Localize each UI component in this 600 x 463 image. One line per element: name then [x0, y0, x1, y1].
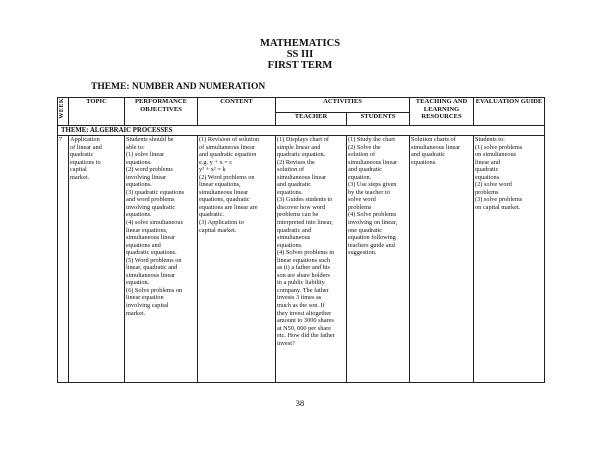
cell-line: problems: [348, 203, 372, 211]
cell-line: equations.: [126, 211, 152, 219]
cell-line: etc. How did the father: [277, 332, 335, 340]
cell-line: and quadratic equation: [199, 151, 257, 159]
activities-header: ACTIVITIES: [276, 98, 410, 113]
section-heading: THEME: ALGEBRAIC PROCESSES: [58, 126, 545, 136]
cell-line: solution of: [348, 151, 376, 159]
content-header: CONTENT: [198, 98, 276, 126]
cell-line: simultaneous linear: [348, 158, 398, 166]
theme-heading: THEME: NUMBER AND NUMERATION: [91, 82, 266, 92]
cell-line: linear equation: [126, 294, 164, 302]
cell-line: involving on linear,: [348, 219, 398, 227]
cell-line: interpreted into linear,: [277, 219, 333, 227]
cell-line: equations.: [126, 181, 152, 189]
cell-line: equations and: [126, 241, 161, 249]
page-number: 38: [295, 398, 305, 408]
student-activities-cell: [347, 136, 410, 383]
cell-line: suggestion.: [348, 249, 377, 257]
cell-line: capital: [70, 166, 87, 174]
cell-line: amount to 3000 shares: [277, 317, 334, 325]
cell-line: and word problems: [126, 196, 175, 204]
cell-line: quadratic.: [199, 211, 224, 219]
cell-line: son are share holders: [277, 271, 330, 279]
cell-line: equation following: [348, 234, 396, 242]
cell-line: (2) solve word: [475, 181, 512, 189]
cell-line: problems can be: [277, 211, 319, 219]
cell-line: solve word: [348, 196, 376, 204]
cell-line: company. The father: [277, 286, 329, 294]
cell-line: (4) solve simultaneous: [126, 219, 184, 227]
cell-line: (3) Guides students to: [277, 196, 333, 204]
cell-line: they invest altogether: [277, 309, 332, 317]
cell-line: equations, quadratic: [199, 196, 250, 204]
cell-line: quadratic: [475, 166, 499, 174]
teacher-activities-cell: [276, 136, 347, 383]
cell-line: (2) Solve the: [348, 143, 381, 151]
cell-line: and quadratic: [348, 166, 383, 174]
week-header: WEEK: [58, 98, 69, 126]
cell-line: (2) Word problems on: [199, 173, 255, 181]
cell-line: invest?: [277, 339, 295, 347]
cell-line: involving linear: [126, 173, 167, 181]
objectives-header: PERFORMANCE OBJECTIVES: [125, 98, 198, 126]
cell-line: and quadratic: [277, 181, 312, 189]
objectives-cell: [125, 136, 198, 383]
students-header: STUDENTS: [347, 113, 410, 126]
cell-line: of simultaneous linear: [199, 143, 255, 151]
resources-header: TEACHING AND LEARNING RESOURCES: [410, 98, 474, 126]
scheme-of-work-table: [57, 97, 545, 383]
cell-line: equation.: [348, 173, 372, 181]
cell-line: Students should be: [126, 136, 174, 143]
cell-line: simple linear and: [277, 143, 321, 151]
cell-line: linear, quadratic and: [126, 264, 178, 272]
cell-line: (3) solve problems: [475, 196, 523, 204]
cell-line: y² + x² = k: [199, 166, 226, 174]
cell-line: involving quadratic: [126, 203, 176, 211]
cell-line: (1) solve problems: [475, 143, 523, 151]
cell-line: (1) Revision of solution: [199, 136, 259, 143]
resources-cell: [410, 136, 474, 383]
week-number: 7: [58, 136, 69, 383]
cell-line: linear and: [475, 158, 501, 166]
cell-line: (2) Revises the: [277, 158, 315, 166]
cell-line: discover how word: [277, 203, 326, 211]
cell-line: (5) Word problems on: [126, 256, 182, 264]
cell-line: equations.: [277, 188, 303, 196]
cell-line: Solution charts of: [411, 136, 456, 143]
cell-line: equations are linear are: [199, 203, 258, 211]
cell-line: simultaneous linear: [411, 143, 461, 151]
cell-line: much as the son. If: [277, 302, 325, 310]
cell-line: linear equations,: [199, 181, 241, 189]
cell-line: involving capital: [126, 302, 169, 310]
cell-line: solution of: [277, 166, 305, 174]
cell-line: equations.: [411, 158, 437, 166]
cell-line: equations.: [277, 241, 303, 249]
cell-line: linear equations,: [126, 226, 168, 234]
cell-line: simultaneous linear: [126, 234, 176, 242]
teacher-header: TEACHER: [276, 113, 347, 126]
cell-line: simultaneous linear: [199, 188, 249, 196]
document-subject: MATHEMATICS: [259, 38, 341, 49]
cell-line: and quadratic: [411, 151, 446, 159]
cell-line: problems: [475, 188, 499, 196]
cell-line: simultaneous linear: [126, 271, 176, 279]
cell-line: on capital market.: [475, 203, 521, 211]
cell-line: in a public liability: [277, 279, 325, 287]
cell-line: capital market.: [199, 226, 237, 234]
cell-line: equation.: [126, 279, 150, 287]
cell-line: quadratic equations.: [126, 249, 177, 257]
cell-line: at N50, 000 per share: [277, 324, 332, 332]
cell-line: invests 3 times as: [277, 294, 322, 302]
cell-line: as (i) a father and his: [277, 264, 330, 272]
cell-line: (3) Use steps given: [348, 181, 397, 189]
cell-line: linear equations such: [277, 256, 331, 264]
cell-line: market.: [126, 309, 146, 317]
cell-line: equations.: [126, 158, 152, 166]
cell-line: by the teacher to: [348, 188, 390, 196]
cell-line: one quadratic: [348, 226, 383, 234]
evaluation-cell: [474, 136, 545, 383]
cell-line: simultaneous linear: [277, 173, 327, 181]
cell-line: (1) Displays chart of: [277, 136, 329, 143]
cell-line: equations to: [70, 158, 101, 166]
topic-header: TOPIC: [69, 98, 125, 126]
cell-line: (4) Solves problems in: [277, 249, 335, 257]
cell-line: (3) quadratic equations: [126, 188, 185, 196]
document-term: FIRST TERM: [267, 60, 333, 71]
cell-line: of linear and: [70, 143, 102, 151]
cell-line: market.: [70, 173, 90, 181]
topic-cell: [69, 136, 125, 383]
document-class: SS III: [286, 49, 314, 60]
cell-line: simultaneous: [277, 234, 311, 242]
cell-line: (1) Study the chart: [348, 136, 396, 143]
cell-line: (4) Solve problems: [348, 211, 397, 219]
cell-line: able to:: [126, 143, 145, 151]
cell-line: e.g. y + x = c: [199, 158, 233, 166]
cell-line: equations.: [475, 173, 501, 181]
cell-line: (6) Solve problems on: [126, 286, 183, 294]
cell-line: on simultaneous: [475, 151, 517, 159]
cell-line: (1) solve linear: [126, 151, 165, 159]
cell-line: Students to:: [475, 136, 505, 143]
cell-line: Application: [70, 136, 100, 143]
cell-line: quadratic and: [277, 226, 312, 234]
evaluation-header: EVALUATION GUIDE: [474, 98, 545, 126]
content-cell: [198, 136, 276, 383]
cell-line: (3) Application to: [199, 219, 244, 227]
cell-line: quadratic equation.: [277, 151, 326, 159]
cell-line: teachers guide and: [348, 241, 395, 249]
cell-line: quadratic: [70, 151, 94, 159]
cell-line: (2) word problems: [126, 166, 173, 174]
